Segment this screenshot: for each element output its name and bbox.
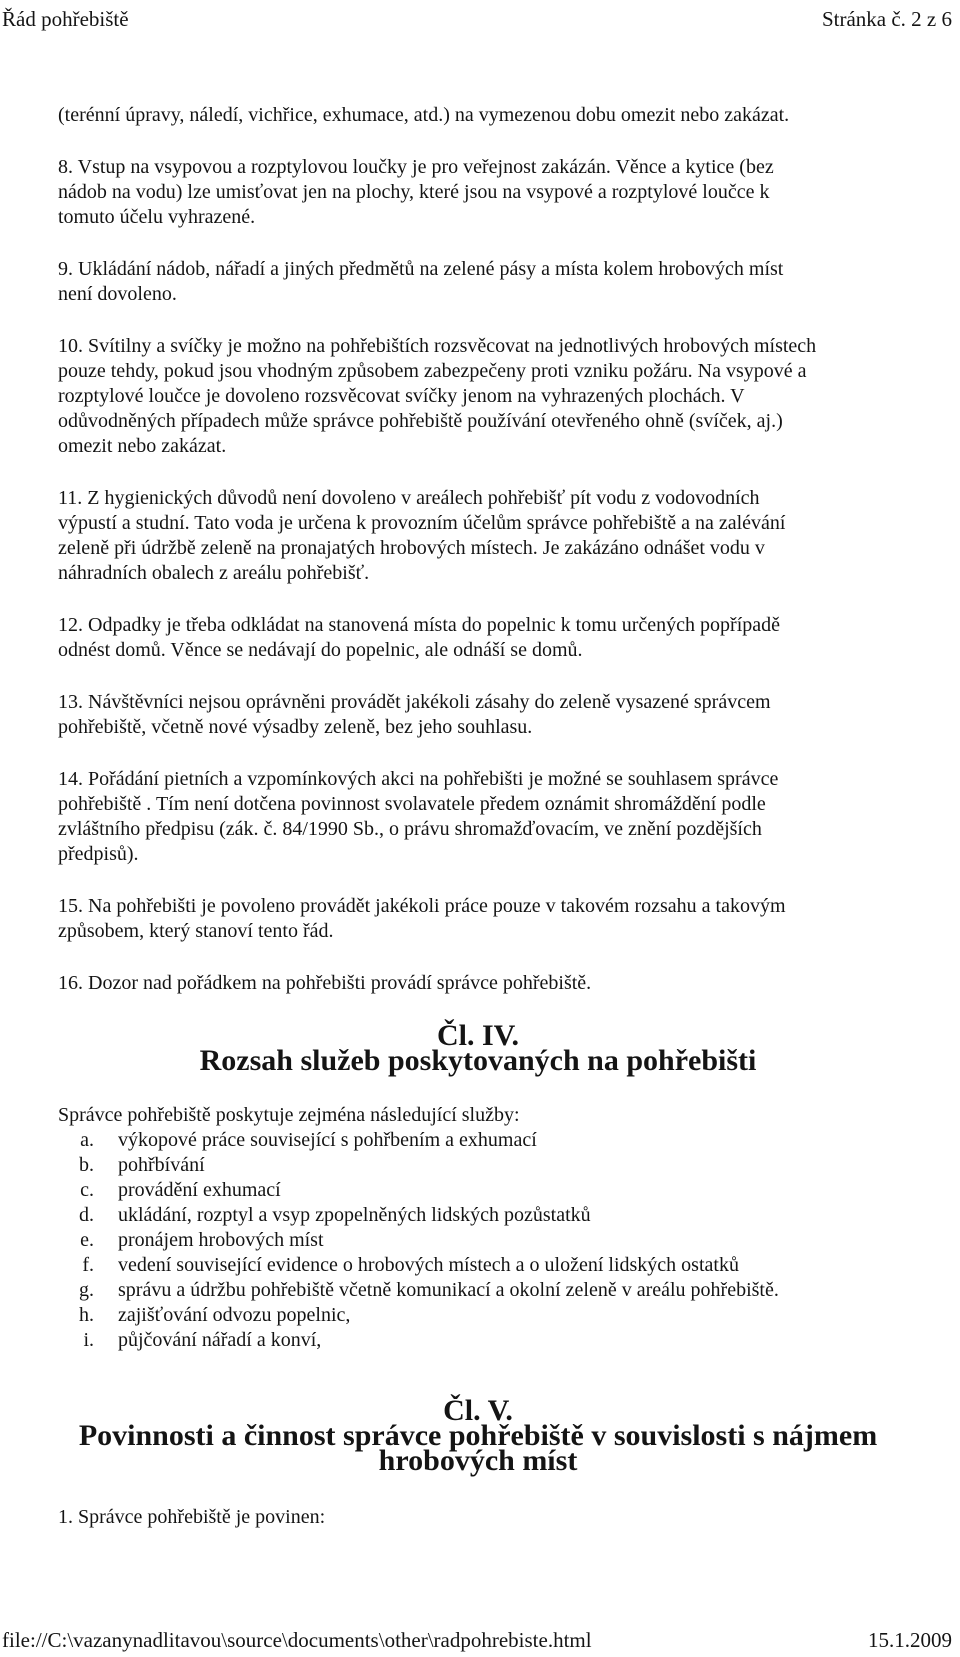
service-item bbox=[58, 1253, 918, 1278]
service-item bbox=[58, 1153, 918, 1178]
paragraph-line: výpustí a studní. Tato voda je určena k provozním účelům správce pohřebiště a na zalévání bbox=[58, 512, 786, 534]
paragraph bbox=[58, 103, 918, 128]
paragraph bbox=[58, 690, 918, 740]
paragraph bbox=[58, 971, 918, 996]
list-marker: e. bbox=[80, 1229, 94, 1251]
paragraph bbox=[58, 155, 918, 230]
services-list bbox=[58, 1128, 918, 1353]
paragraph bbox=[58, 613, 918, 663]
list-marker: g. bbox=[79, 1279, 94, 1301]
print-date: 15.1.2009 bbox=[868, 1628, 952, 1652]
paragraph-line: 14. Pořádání pietních a vzpomínkových akci na pohřebišti je možné se souhlasem správce bbox=[58, 768, 779, 790]
paragraph-line: 8. Vstup na vsypovou a rozptylovou loučky je pro veřejnost zakázán. Věnce a kytice (bez bbox=[58, 156, 774, 178]
service-item bbox=[58, 1128, 918, 1153]
paragraph-line: 16. Dozor nad pořádkem na pohřebišti provádí správce pohřebiště. bbox=[58, 972, 592, 994]
file-path: file://C:\vazanynadlitavou\source\documents\other\radpohrebiste.html bbox=[2, 1628, 592, 1652]
services-intro: Správce pohřebiště poskytuje zejména následující služby: bbox=[58, 1104, 520, 1126]
section-iv-title: Rozsah služeb poskytovaných na pohřebišti bbox=[199, 1044, 757, 1077]
document-body bbox=[58, 103, 918, 1557]
list-marker: c. bbox=[80, 1179, 94, 1201]
paragraph bbox=[58, 257, 918, 307]
paragraph-line: rozptylové loučce je dovoleno rozsvěcovat svíčky jenom na vyhrazených plochách. V bbox=[58, 385, 745, 407]
paragraph-line: 10. Svítilny a svíčky je možno na pohřebištích rozsvěcovat na jednotlivých hrobových místech bbox=[58, 335, 817, 357]
document-title: Řád pohřebiště bbox=[2, 7, 129, 31]
service-text: vedení související evidence o hrobových místech a o uložení lidských ostatků bbox=[118, 1254, 739, 1276]
section-iv-number: Čl. IV. bbox=[437, 1019, 519, 1052]
paragraph-line: pohřebiště, včetně nové výsadby zeleně, bez jeho souhlasu. bbox=[58, 716, 533, 738]
list-marker: h. bbox=[79, 1304, 94, 1326]
page-header bbox=[0, 4, 960, 34]
service-item bbox=[58, 1228, 918, 1253]
section-v-number: Čl. V. bbox=[443, 1394, 513, 1427]
obligations-intro: 1. Správce pohřebiště je povinen: bbox=[58, 1506, 326, 1528]
paragraph-line: odůvodněných případech může správce pohřebiště používání otevřeného ohně (svíček, aj.) bbox=[58, 410, 783, 432]
service-item bbox=[58, 1203, 918, 1228]
paragraph-line: omezit nebo zakázat. bbox=[58, 435, 227, 457]
paragraph-line: tomuto účelu vyhrazené. bbox=[58, 206, 256, 228]
section-v-title: Povinnosti a činnost správce pohřebiště v souvislosti s nájmem hrobových míst bbox=[78, 1419, 878, 1477]
paragraph-line: pouze tehdy, pokud jsou vhodným způsobem zabezpečeny proti vzniku požáru. Na vsypové a bbox=[58, 360, 807, 382]
section-v-heading bbox=[58, 1394, 898, 1477]
service-item bbox=[58, 1178, 918, 1203]
service-text: ukládání, rozptyl a vsyp zpopelněných lidských pozůstatků bbox=[118, 1204, 591, 1226]
list-marker: a. bbox=[80, 1129, 94, 1151]
service-text: pohřbívání bbox=[118, 1154, 205, 1176]
paragraph-list bbox=[58, 103, 918, 996]
paragraph-line: náhradních obalech z areálu pohřebišť. bbox=[58, 562, 370, 584]
list-marker: f. bbox=[82, 1254, 94, 1276]
page-number: Stránka č. 2 z 6 bbox=[821, 7, 952, 31]
paragraph bbox=[58, 767, 918, 867]
paragraph-line: způsobem, který stanoví tento řád. bbox=[58, 920, 334, 942]
paragraph-line: odnést domů. Věnce se nedávají do popelnic, ale odnáší se domů. bbox=[58, 639, 583, 661]
paragraph-line: 11. Z hygienických důvodů není dovoleno v areálech pohřebišť pít vodu z vodovodních bbox=[58, 487, 760, 509]
service-text: zajišťování odvozu popelnic, bbox=[118, 1304, 351, 1326]
paragraph-line: 13. Návštěvníci nejsou oprávněni provádět jakékoli zásahy do zeleně vysazené správcem bbox=[58, 691, 771, 713]
paragraph-line: není dovoleno. bbox=[58, 283, 177, 305]
service-item bbox=[58, 1328, 918, 1353]
list-marker: i. bbox=[83, 1329, 94, 1351]
service-text: půjčování nářadí a konví, bbox=[118, 1329, 322, 1351]
service-text: správu a údržbu pohřebiště včetně komunikací a okolní zeleně v areálu pohřebiště. bbox=[118, 1279, 779, 1301]
service-item bbox=[58, 1303, 918, 1328]
paragraph-line: (terénní úpravy, náledí, vichřice, exhumace, atd.) na vymezenou dobu omezit nebo zakázat. bbox=[58, 104, 790, 126]
list-marker: d. bbox=[79, 1204, 94, 1226]
paragraph-line: pohřebiště . Tím není dotčena povinnost svolavatele předem oznámit shromáždění podle bbox=[58, 793, 766, 815]
paragraph-line: 9. Ukládání nádob, nářadí a jiných předmětů na zelené pásy a místa kolem hrobových míst bbox=[58, 258, 784, 280]
paragraph-line: předpisů). bbox=[58, 843, 139, 865]
service-text: provádění exhumací bbox=[118, 1179, 281, 1201]
paragraph bbox=[58, 894, 918, 944]
paragraph bbox=[58, 334, 918, 459]
section-iv-heading bbox=[58, 1019, 898, 1077]
paragraph-line: zvláštního předpisu (zák. č. 84/1990 Sb., o právu shromažďovacím, ve znění pozdějších bbox=[58, 818, 762, 840]
page-footer bbox=[0, 1625, 960, 1655]
service-text: výkopové práce související s pohřbením a exhumací bbox=[118, 1129, 537, 1151]
paragraph-line: zeleně při údržbě zeleně na pronajatých hrobových místech. Je zakázáno odnášet vodu v bbox=[58, 537, 765, 559]
paragraph bbox=[58, 486, 918, 586]
service-item bbox=[58, 1278, 918, 1303]
paragraph-line: nádob na vodu) lze umisťovat jen na plochy, které jsou na vsypové a rozptylové loučce k bbox=[58, 181, 770, 203]
paragraph-line: 12. Odpadky je třeba odkládat na stanovená místa do popelnic k tomu určených popřípadě bbox=[58, 614, 781, 636]
service-text: pronájem hrobových míst bbox=[118, 1229, 324, 1251]
paragraph-line: 15. Na pohřebišti je povoleno provádět jakékoli práce pouze v takovém rozsahu a takovým bbox=[58, 895, 786, 917]
list-marker: b. bbox=[79, 1154, 94, 1176]
